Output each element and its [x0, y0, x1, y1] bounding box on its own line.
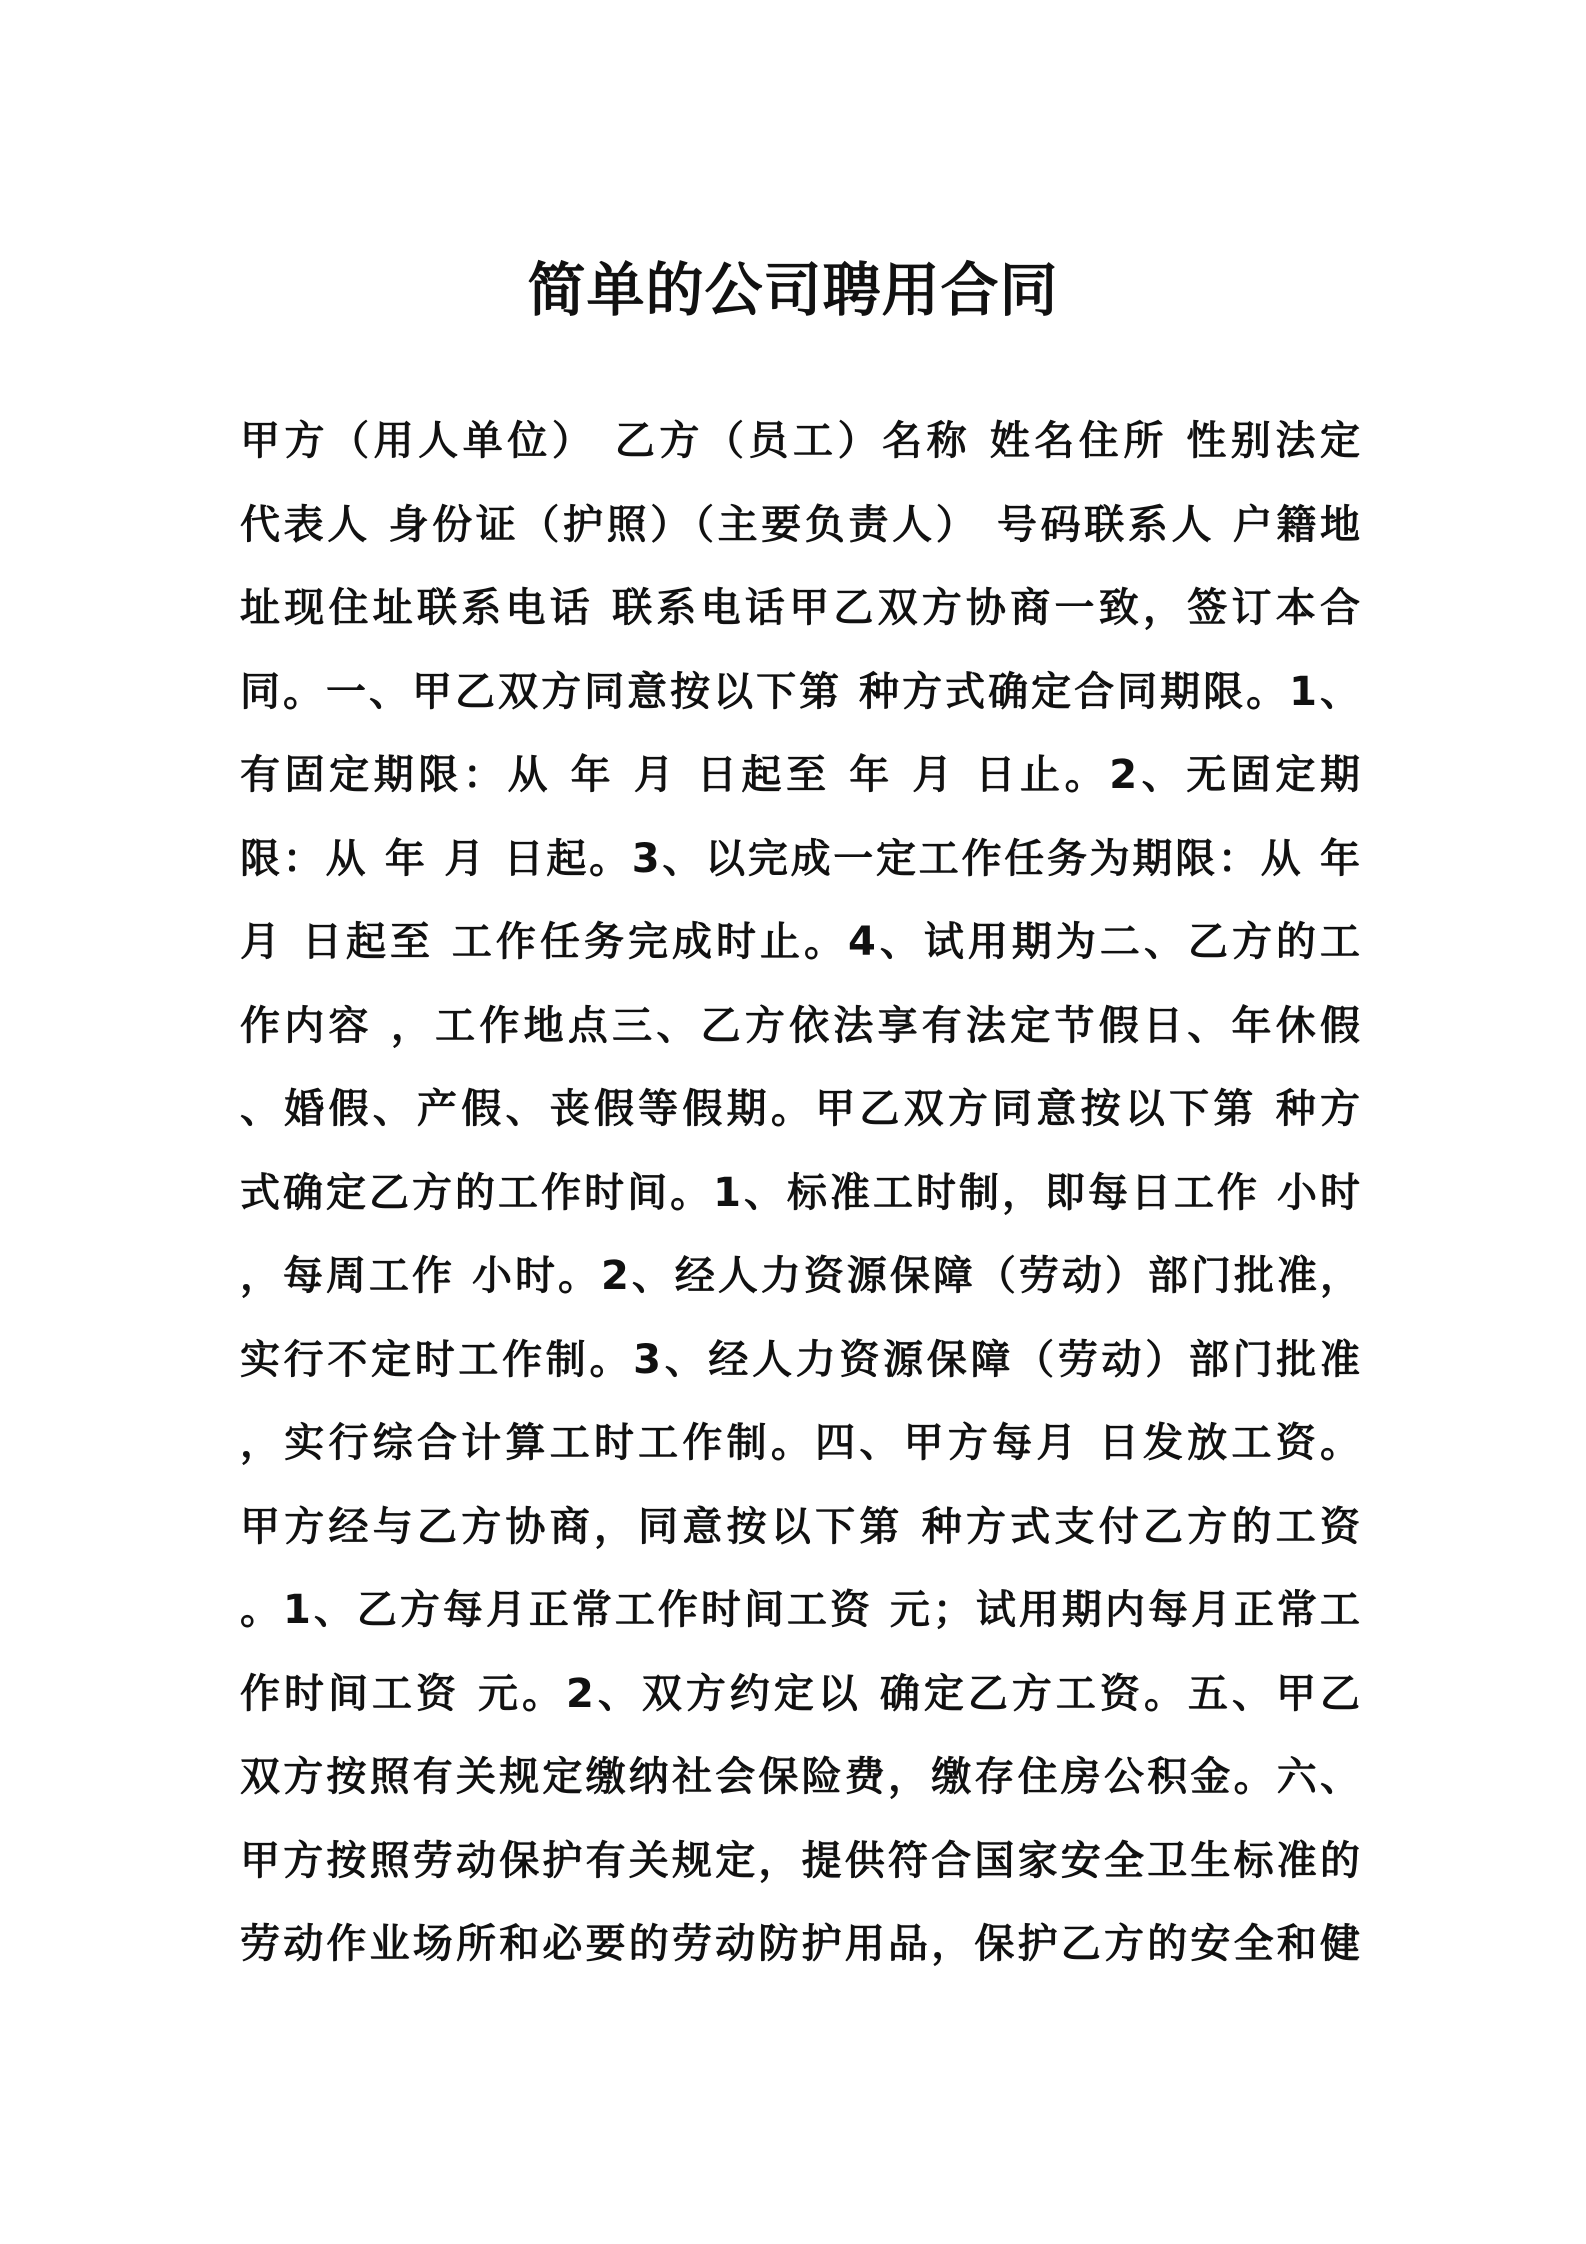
body-line: 址现住址联系电话 联系电话甲乙双方协商一致，签订本合	[240, 585, 1360, 631]
body-line: 月 日起至 工作任务完成时止。4、试用期为二、乙方的工	[240, 919, 1360, 965]
document-title: 简单的公司聘用合同	[527, 256, 1059, 324]
body-line: 甲方（用人单位） 乙方（员工）名称 姓名住所 性别法定	[240, 418, 1360, 464]
body-line: 。1、乙方每月正常工作时间工资 元；试用期内每月正常工	[240, 1587, 1360, 1633]
body-line: 甲方经与乙方协商，同意按以下第 种方式支付乙方的工资	[240, 1503, 1360, 1550]
body-line: 甲方按照劳动保护有关规定，提供符合国家安全卫生标准的	[240, 1837, 1360, 1884]
body-line: 限：从 年 月 日起。3、以完成一定工作任务为期限：从 年	[240, 835, 1360, 882]
body-line: 式确定乙方的工作时间。1、标准工时制，即每日工作 小时	[240, 1169, 1360, 1216]
body-line: 代表人 身份证（护照）（主要负责人） 号码联系人 户籍地	[240, 501, 1360, 548]
body-line: 作时间工资 元。2、双方约定以 确定乙方工资。五、甲乙	[240, 1670, 1360, 1717]
body-line: 有固定期限：从 年 月 日起至 年 月 日止。2、无固定期	[240, 752, 1360, 798]
document-body	[240, 400, 1360, 1987]
body-line: 双方按照有关规定缴纳社会保险费，缴存住房公积金。六、	[240, 1754, 1360, 1800]
body-line: ，实行综合计算工时工作制。四、甲方每月 日发放工资。	[240, 1420, 1360, 1466]
body-line: ，每周工作 小时。2、经人力资源保障（劳动）部门批准，	[240, 1253, 1360, 1299]
body-line: 实行不定时工作制。3、经人力资源保障（劳动）部门批准	[240, 1336, 1360, 1383]
body-line: 劳动作业场所和必要的劳动防护用品，保护乙方的安全和健	[240, 1921, 1360, 1967]
body-line: 、婚假、产假、丧假等假期。甲乙双方同意按以下第 种方	[240, 1086, 1360, 1132]
body-line: 同。一、甲乙双方同意按以下第 种方式确定合同期限。1、	[240, 668, 1360, 715]
body-line: 作内容 ，工作地点三、乙方依法享有法定节假日、年休假	[240, 1002, 1360, 1049]
